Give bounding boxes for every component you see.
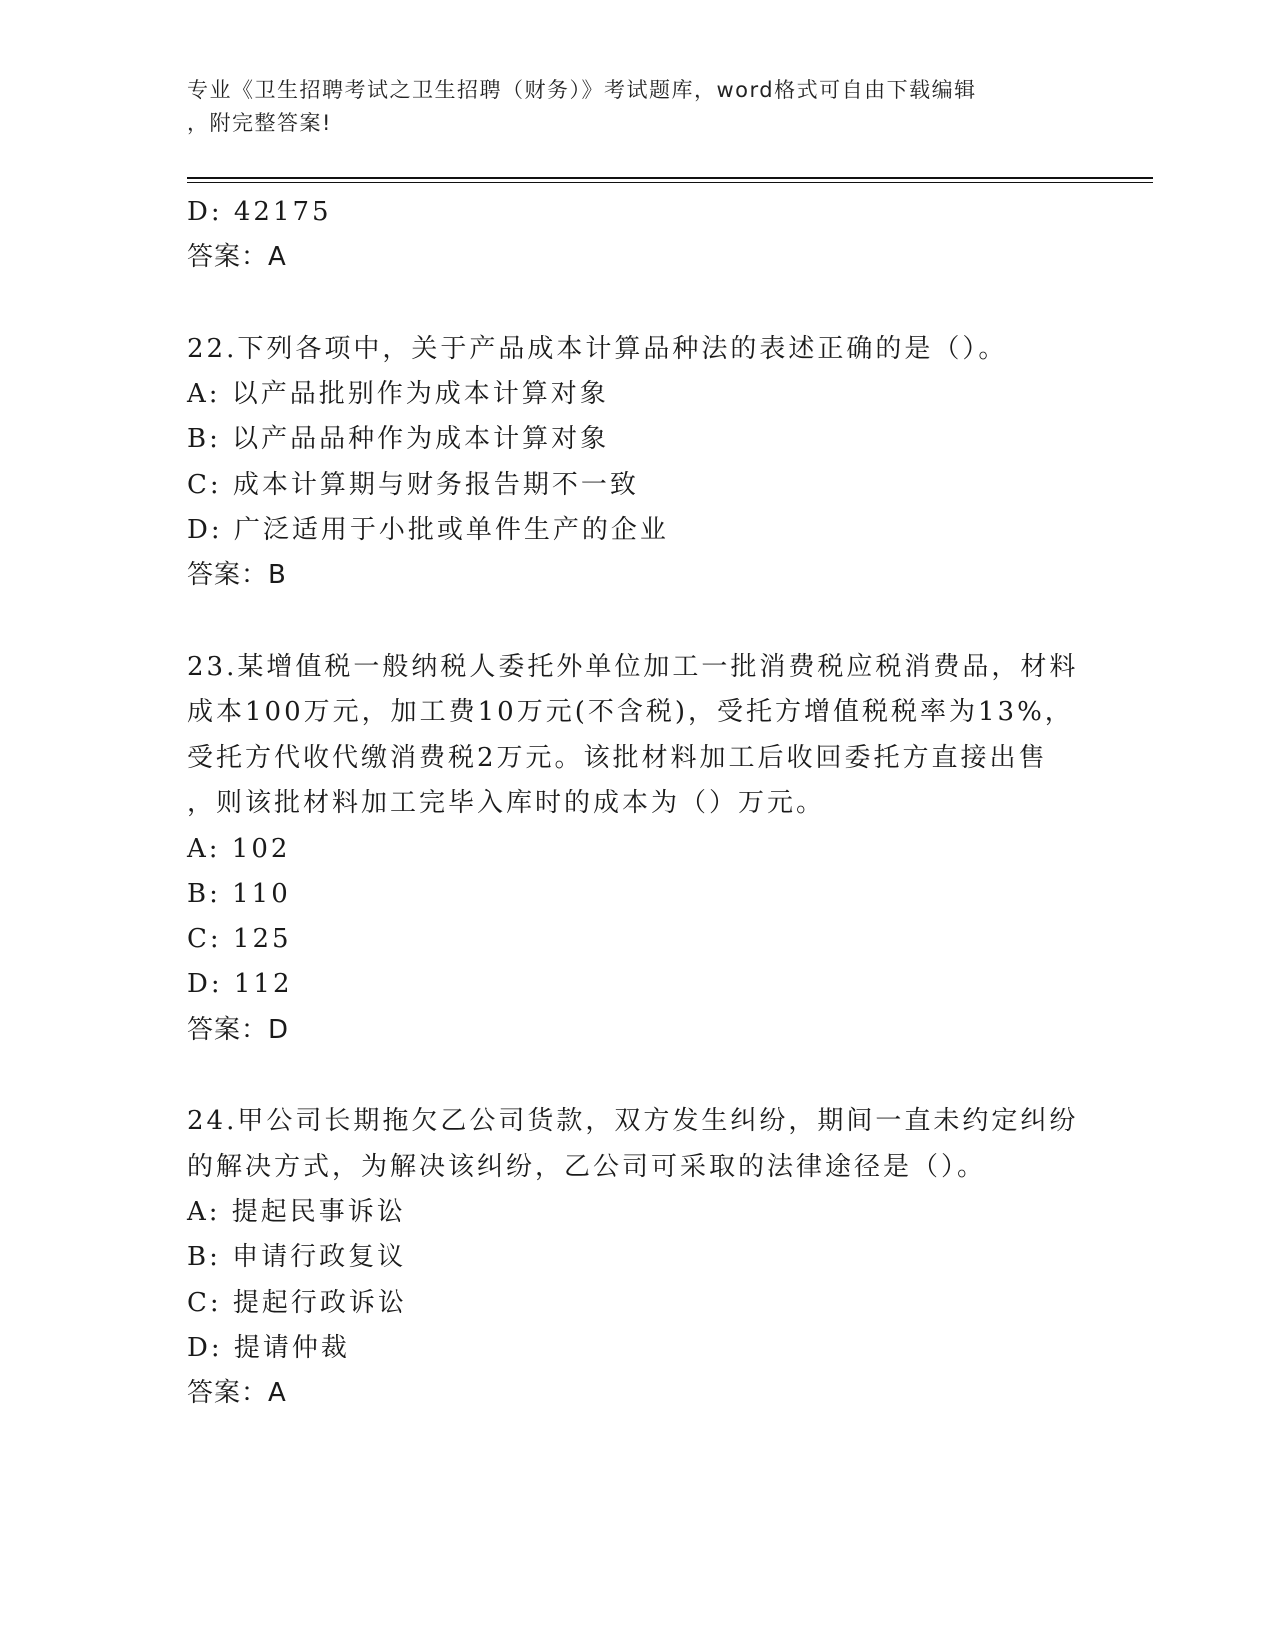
answer-line: 答案：D: [187, 1014, 290, 1045]
question-stem: ，则该批材料加工完毕入库时的成本为（）万元。: [187, 788, 826, 819]
option-d: D: 112: [187, 969, 293, 1000]
option-b: B: 110: [187, 878, 291, 909]
answer-line: 答案：B: [187, 560, 287, 591]
option-d: D: 42175: [187, 197, 332, 227]
question-stem: 24.甲公司长期拖欠乙公司货款，双方发生纠纷，期间一直未约定纠纷: [187, 1106, 1079, 1137]
answer-line: 答案：A: [187, 1378, 287, 1409]
option-b: B: 以产品品种作为成本计算对象: [187, 424, 610, 455]
question-24: [187, 1099, 1087, 1416]
option-c: C: 成本计算期与财务报告期不一致: [187, 469, 639, 500]
question-22: [187, 327, 1087, 599]
question-stem: 23.某增值税一般纳税人委托外单位加工一批消费税应税消费品，材料: [187, 651, 1079, 682]
option-d: D: 提请仲裁: [187, 1332, 350, 1363]
option-a: A: 提起民事诉讼: [187, 1197, 406, 1228]
question-stem: 受托方代收代缴消费税2万元。该批材料加工后收回委托方直接出售: [187, 742, 1048, 773]
option-d: D: 广泛适用于小批或单件生产的企业: [187, 514, 669, 545]
option-a: A: 102: [187, 833, 291, 864]
header-divider-thin: [187, 182, 1153, 183]
header-line-1: 专业《卫生招聘考试之卫生招聘（财务）》考试题库，word格式可自由下载编辑: [187, 78, 977, 102]
header-line-2: ，附完整答案!: [187, 111, 332, 135]
question-stem: 成本100万元，加工费10万元(不含税)，受托方增值税税率为13%，: [187, 697, 1074, 728]
question-stem: 22.下列各项中，关于产品成本计算品种法的表述正确的是（）。: [187, 333, 1008, 364]
option-b: B: 申请行政复议: [187, 1242, 407, 1273]
question-stem: 的解决方式，为解决该纠纷，乙公司可采取的法律途径是（）。: [187, 1151, 987, 1182]
question-23: [187, 645, 1087, 1053]
header-divider: [187, 177, 1153, 179]
option-c: C: 提起行政诉讼: [187, 1287, 407, 1318]
question-list: [187, 190, 1087, 1417]
option-a: A: 以产品批别作为成本计算对象: [187, 379, 609, 410]
carryover-block: [187, 190, 1087, 281]
option-c: C: 125: [187, 924, 292, 955]
document-header: [187, 74, 1067, 140]
answer-line: 答案：A: [187, 242, 287, 273]
